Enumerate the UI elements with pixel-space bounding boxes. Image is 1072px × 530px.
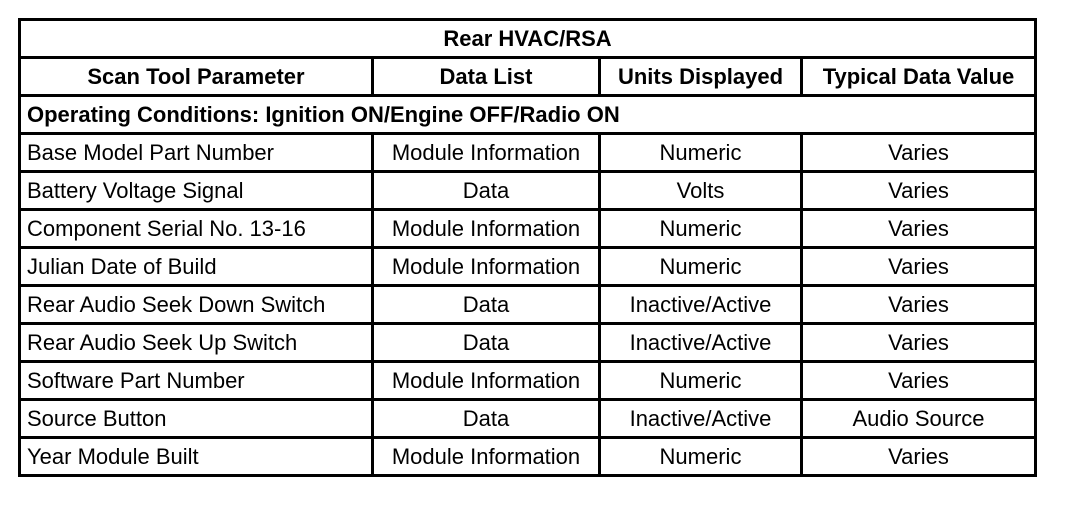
cell-data-list: Data <box>373 286 600 324</box>
cell-parameter: Julian Date of Build <box>20 248 373 286</box>
header-scan-tool-parameter: Scan Tool Parameter <box>20 58 373 96</box>
table-body <box>20 20 1036 476</box>
cell-units: Numeric <box>600 134 802 172</box>
header-row <box>20 58 1036 96</box>
cell-parameter: Rear Audio Seek Up Switch <box>20 324 373 362</box>
cell-typical-value: Varies <box>802 248 1036 286</box>
conditions-row <box>20 96 1036 134</box>
cell-data-list: Module Information <box>373 248 600 286</box>
table-row <box>20 172 1036 210</box>
header-typical-data-value: Typical Data Value <box>802 58 1036 96</box>
table-row <box>20 362 1036 400</box>
title-row <box>20 20 1036 58</box>
table-row <box>20 210 1036 248</box>
cell-units: Inactive/Active <box>600 286 802 324</box>
operating-conditions: Operating Conditions: Ignition ON/Engine OFF/Radio ON <box>20 96 1036 134</box>
cell-typical-value: Varies <box>802 210 1036 248</box>
cell-typical-value: Varies <box>802 362 1036 400</box>
table-row <box>20 324 1036 362</box>
cell-parameter: Rear Audio Seek Down Switch <box>20 286 373 324</box>
cell-units: Inactive/Active <box>600 324 802 362</box>
cell-units: Numeric <box>600 362 802 400</box>
cell-typical-value: Varies <box>802 134 1036 172</box>
cell-data-list: Data <box>373 400 600 438</box>
cell-parameter: Battery Voltage Signal <box>20 172 373 210</box>
table-row <box>20 248 1036 286</box>
table-row <box>20 400 1036 438</box>
cell-data-list: Module Information <box>373 362 600 400</box>
cell-data-list: Module Information <box>373 210 600 248</box>
cell-typical-value: Varies <box>802 172 1036 210</box>
header-units-displayed: Units Displayed <box>600 58 802 96</box>
cell-data-list: Data <box>373 324 600 362</box>
cell-parameter: Year Module Built <box>20 438 373 476</box>
cell-units: Numeric <box>600 248 802 286</box>
cell-typical-value: Varies <box>802 438 1036 476</box>
table-title: Rear HVAC/RSA <box>20 20 1036 58</box>
cell-typical-value: Varies <box>802 286 1036 324</box>
cell-data-list: Data <box>373 172 600 210</box>
cell-typical-value: Varies <box>802 324 1036 362</box>
cell-typical-value: Audio Source <box>802 400 1036 438</box>
scan-tool-data-table <box>18 18 1037 477</box>
cell-units: Inactive/Active <box>600 400 802 438</box>
cell-units: Volts <box>600 172 802 210</box>
cell-data-list: Module Information <box>373 438 600 476</box>
cell-parameter: Base Model Part Number <box>20 134 373 172</box>
table-row <box>20 286 1036 324</box>
header-data-list: Data List <box>373 58 600 96</box>
cell-parameter: Software Part Number <box>20 362 373 400</box>
cell-parameter: Component Serial No. 13-16 <box>20 210 373 248</box>
table-row <box>20 438 1036 476</box>
cell-parameter: Source Button <box>20 400 373 438</box>
cell-units: Numeric <box>600 210 802 248</box>
cell-units: Numeric <box>600 438 802 476</box>
table-row <box>20 134 1036 172</box>
cell-data-list: Module Information <box>373 134 600 172</box>
